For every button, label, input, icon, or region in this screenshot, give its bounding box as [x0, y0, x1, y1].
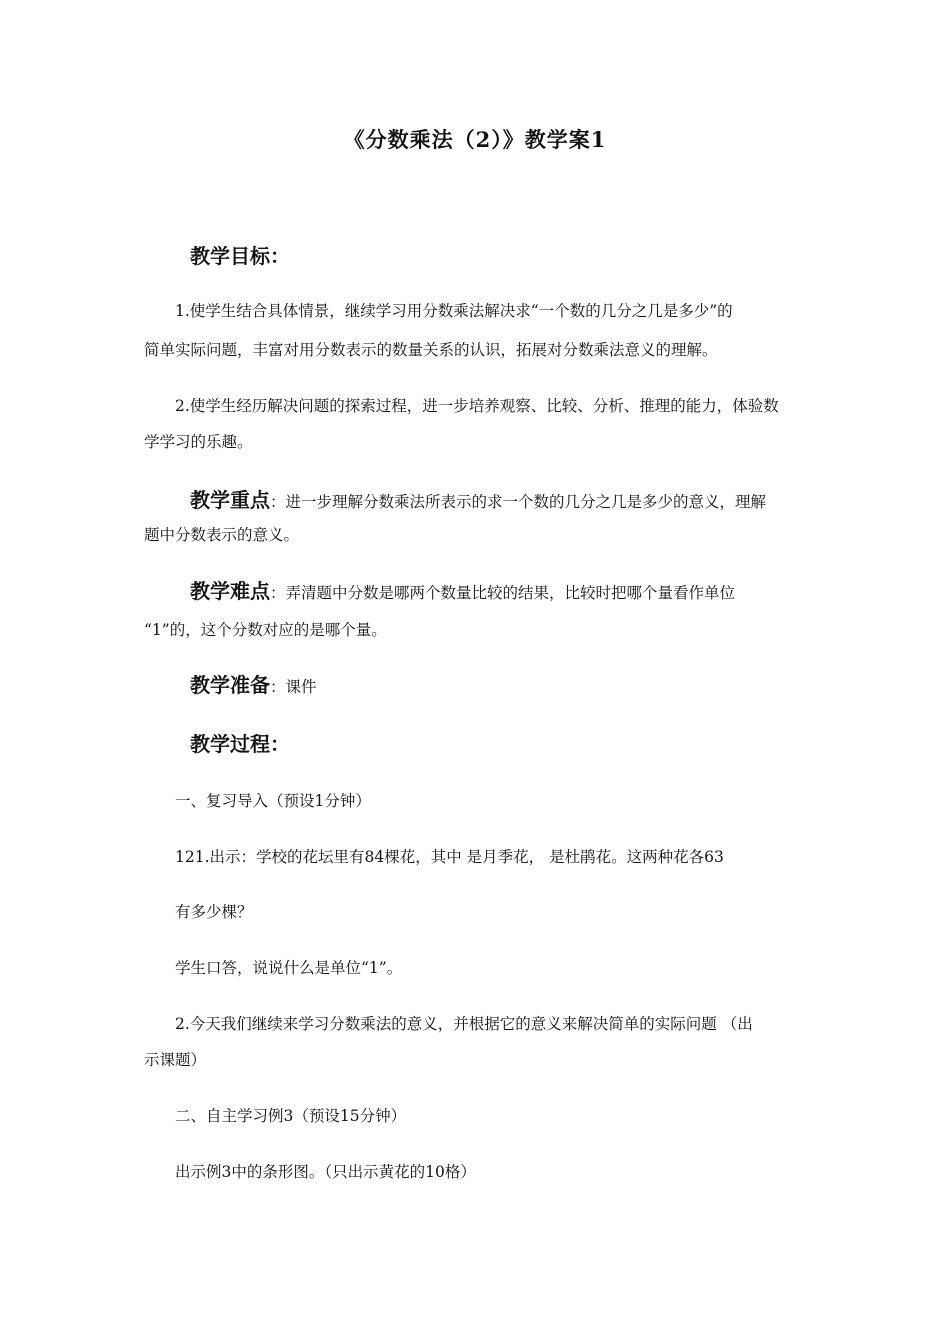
review-question-line-2: 有多少棵？ — [175, 903, 253, 921]
goal-1-line-2: 简单实际问题，丰富对用分数表示的数量关系的认识，拓展对分数乘法意义的理解。 — [144, 341, 718, 359]
item-2-line-2: 示课题） — [144, 1051, 207, 1069]
key-points-label: 教学重点 — [190, 488, 270, 512]
goals-heading: 教学目标： — [190, 244, 290, 268]
review-section-title: 一、复习导入（预设1分钟） — [175, 792, 371, 810]
goal-1-line-1: 1.使学生结合具体情景，继续学习用分数乘法解决求“一个数的几分之几是多少”的 — [175, 302, 733, 320]
preparation-line — [190, 669, 317, 698]
process-heading: 教学过程： — [190, 732, 290, 756]
key-points-line-2: 题中分数表示的意义。 — [144, 526, 300, 544]
key-points-text: ：进一步理解分数乘法所表示的求一个数的几分之几是多少的意义，理解 — [270, 493, 767, 511]
difficulties-label: 教学难点 — [190, 579, 270, 603]
difficulties-line-2: “1”的，这个分数对应的是哪个量。 — [144, 621, 387, 639]
review-question-line-1: 121.出示：学校的花坛里有84棵花，其中 是月季花， 是杜鹃花。这两种花各63 — [175, 848, 724, 866]
student-answer-line: 学生口答，说说什么是单位“1”。 — [175, 959, 403, 977]
preparation-label: 教学准备 — [190, 673, 270, 697]
goal-2-line-1: 2.使学生经历解决问题的探索过程，进一步培养观察、比较、分析、推理的能力，体验数 — [175, 397, 779, 415]
difficulties-text: ：弄清题中分数是哪两个数量比较的结果，比较时把哪个量看作单位 — [270, 584, 736, 602]
difficulties-line-1 — [190, 575, 735, 604]
show-example-line: 出示例3中的条形图。（只出示黄花的10格） — [175, 1163, 476, 1181]
key-points-line-1 — [190, 484, 766, 513]
document-title: 《分数乘法（2）》教学案1 — [343, 127, 607, 152]
self-study-section-title: 二、自主学习例3（预设15分钟） — [175, 1107, 407, 1125]
goal-2-line-2: 学学习的乐趣。 — [144, 433, 253, 451]
item-2-line-1: 2.今天我们继续来学习分数乘法的意义，并根据它的意义来解决简单的实际问题 （出 — [175, 1015, 753, 1033]
preparation-text: ：课件 — [270, 678, 317, 696]
